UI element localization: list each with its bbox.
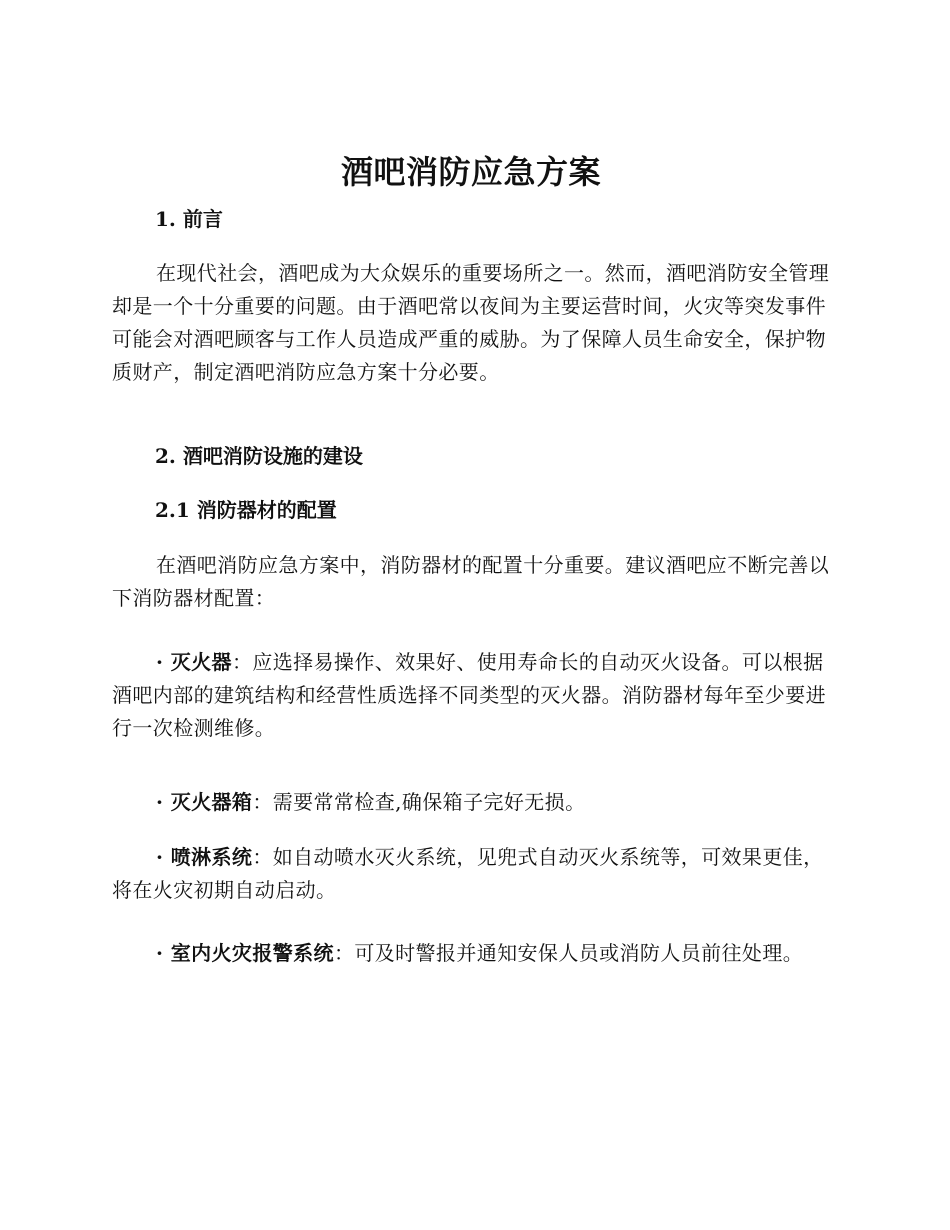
bullet-fire-extinguisher [112,646,830,745]
section-1-heading: 1. 前言 [155,207,223,231]
section-1-paragraph: 在现代社会，酒吧成为大众娱乐的重要场所之一。然而，酒吧消防安全管理却是一个十分重要的问题。由于酒吧常以夜间为主要运营时间，火灾等突发事件可能会对酒吧顾客与工作人员造成严重的威胁。为了保障人员生命安全，保护物质财产，制定酒吧消防应急方案十分必要。 [112,261,830,384]
document-title: 酒吧消防应急方案 [340,153,601,191]
bullet-text: ：应选择易操作、效果好、使用寿命长的自动灭火设备。可以根据酒吧内部的建筑结构和经营性质选择不同类型的灭火器。消防器材每年至少要进行一次检测维修。 [112,650,826,740]
bullet-fire-alarm-system [112,937,830,970]
bullet-extinguisher-box [112,786,830,819]
section-2-1-paragraph: 在酒吧消防应急方案中，消防器材的配置十分重要。建议酒吧应不断完善以下消防器材配置： [112,553,830,610]
bullet-term: · 灭火器箱 [156,790,253,814]
bullet-text: ：可及时警报并通知安保人员或消防人员前往处理。 [333,941,804,965]
bullet-term: · 室内火灾报警系统 [156,941,334,965]
section-2-1-heading: 2.1 消防器材的配置 [155,498,337,522]
bullet-text: ：如自动喷水灭火系统，见兜式自动灭火系统等，可效果更佳，将在火灾初期自动启动。 [112,845,824,902]
bullet-sprinkler-system [112,841,830,907]
bullet-term: · 喷淋系统 [156,845,253,869]
bullet-text: ：需要常常检查,确保箱子完好无损。 [252,790,586,814]
bullet-term: · 灭火器 [156,650,232,674]
section-2-heading: 2. 酒吧消防设施的建设 [155,444,363,468]
